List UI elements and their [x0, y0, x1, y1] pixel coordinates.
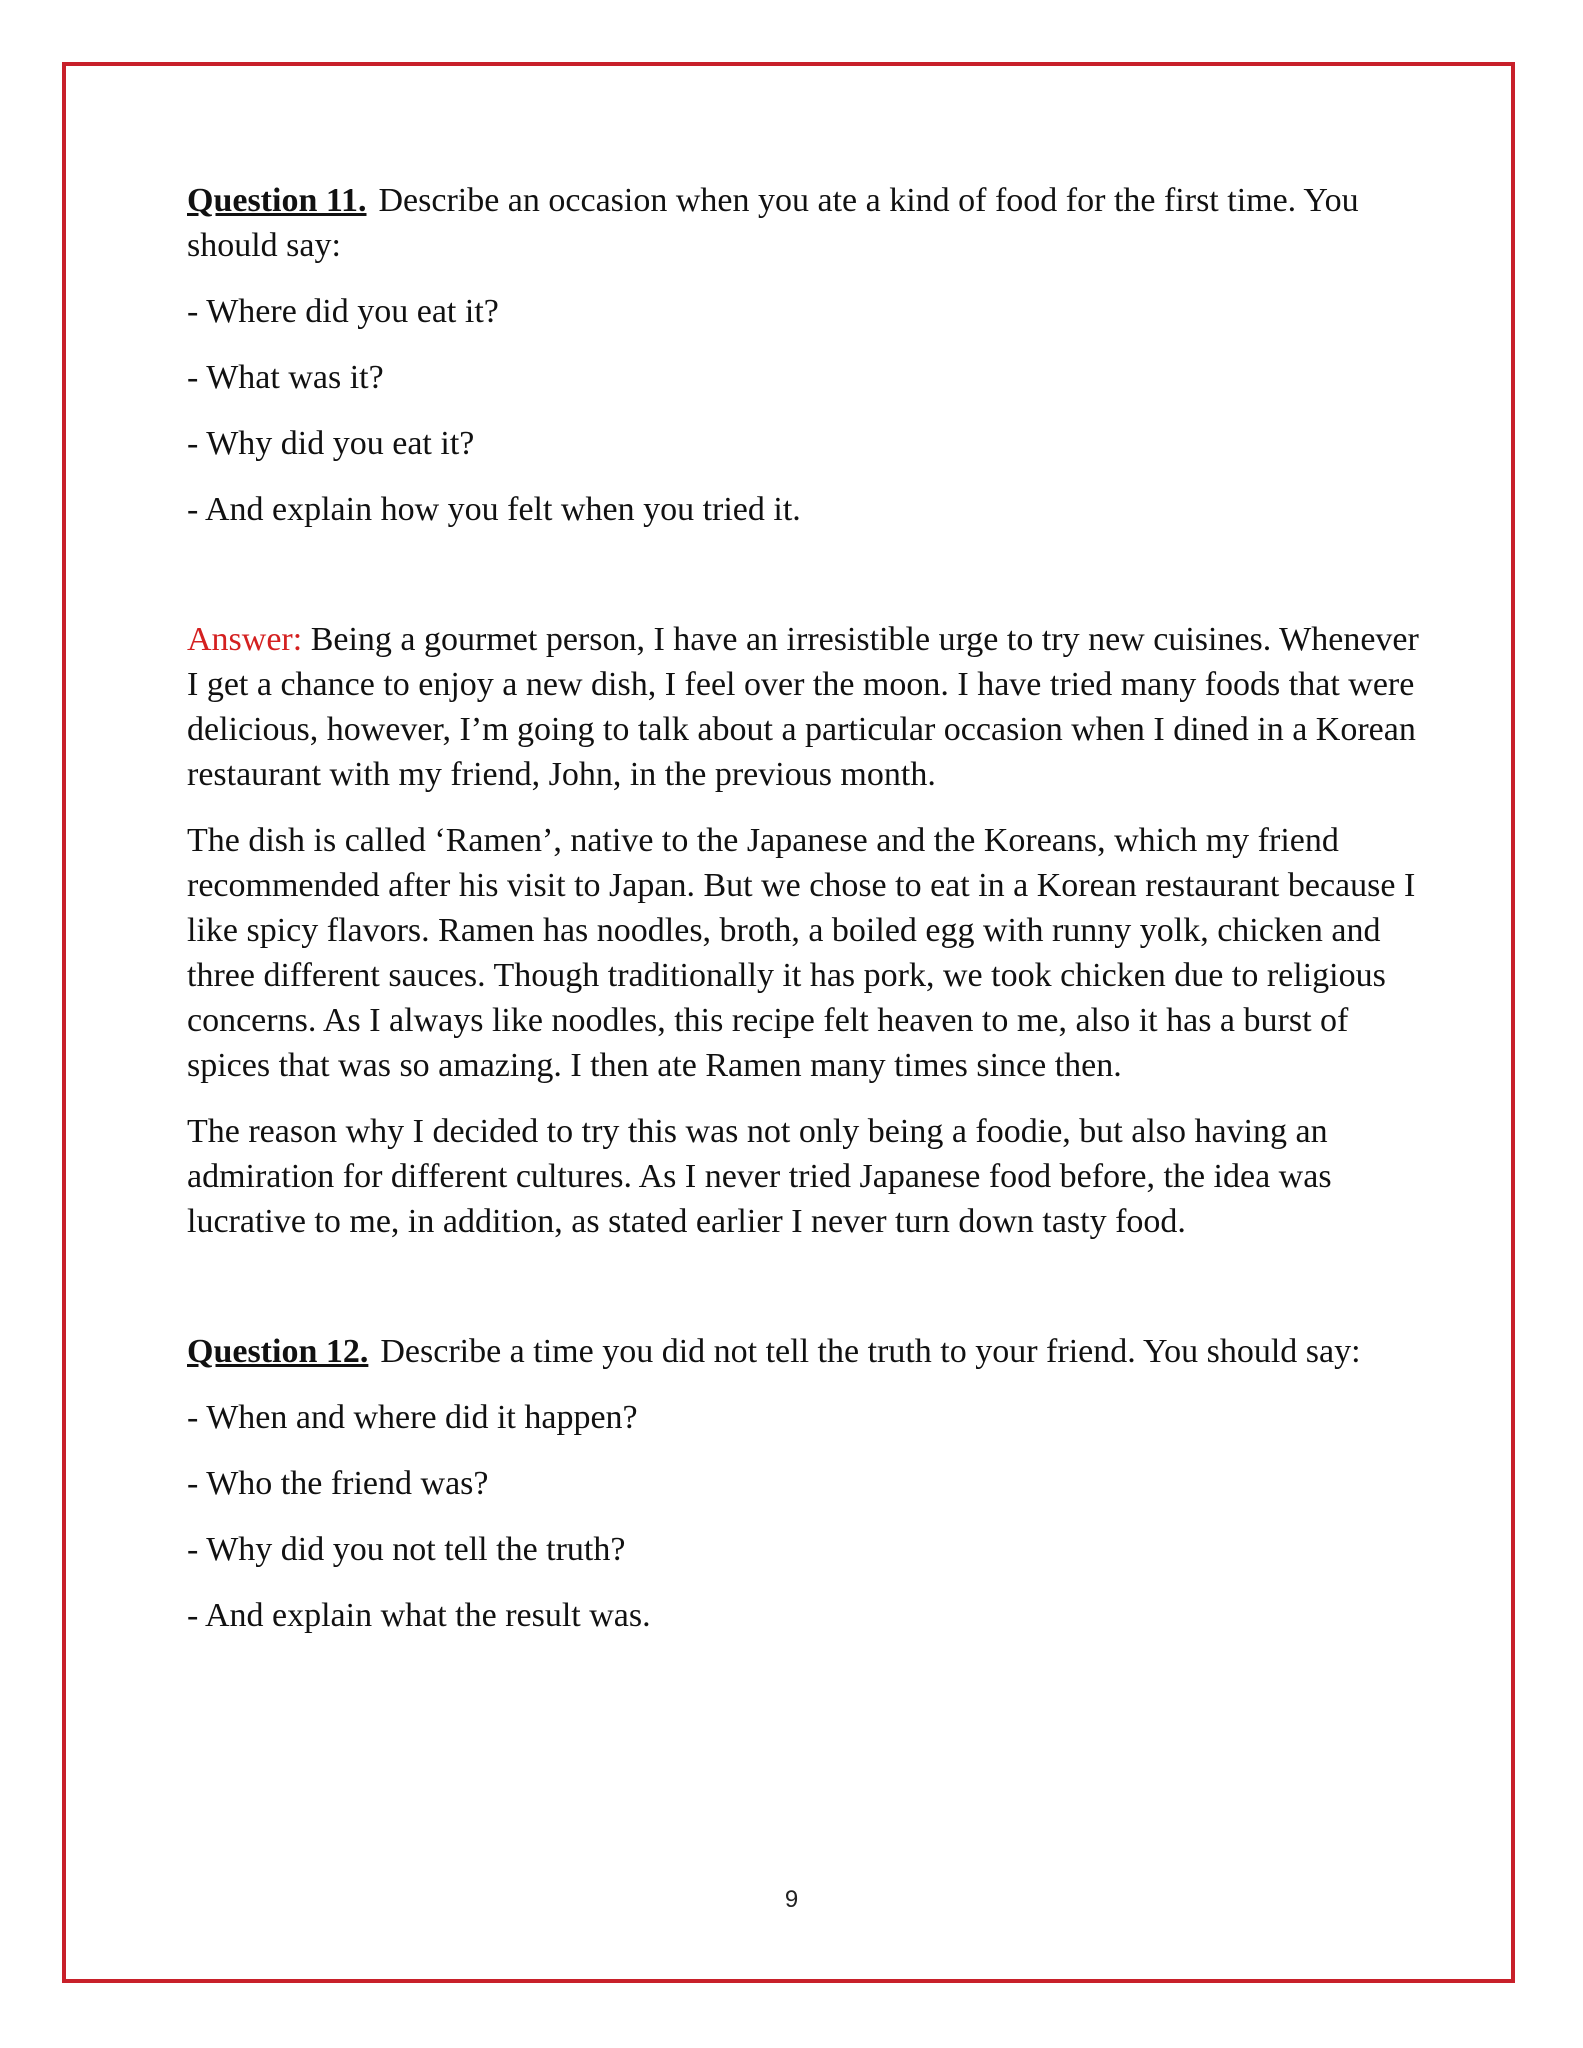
question-12-bullet: - And explain what the result was. — [187, 1597, 651, 1634]
question-11-heading — [187, 178, 1422, 268]
question-11-bullet: - Why did you eat it? — [187, 425, 475, 462]
question-11-bullet: - Where did you eat it? — [187, 293, 499, 330]
question-11-bullet: - And explain how you felt when you tried it. — [187, 491, 801, 528]
question-12-text: Describe a time you did not tell the truth to your friend. You should say: — [380, 1333, 1361, 1370]
answer-label: Answer: — [187, 621, 303, 658]
question-12-label: Question 12. — [187, 1333, 369, 1370]
question-12-heading — [187, 1329, 1422, 1374]
question-11-text: Describe an occasion when you ate a kind of food for the first time. You should say: — [187, 182, 1359, 264]
page-number: 9 — [784, 1886, 799, 1913]
question-12-bullet: - When and where did it happen? — [187, 1399, 638, 1436]
question-12-bullet: - Why did you not tell the truth? — [187, 1531, 626, 1568]
question-12-bullet: - Who the friend was? — [187, 1465, 489, 1502]
question-11-label: Question 11. — [187, 182, 367, 219]
question-11-bullet: - What was it? — [187, 359, 384, 396]
page-content — [187, 178, 1422, 1638]
answer-paragraph: The dish is called ‘Ramen’, native to the Japanese and the Koreans, which my friend recommended after his visit to Japan. But we chose to eat in a Korean restaurant because I like spicy flavors. Ramen has noodles, broth, a boiled egg with runny yolk, chicken and three different sauces. Though traditionally it has pork, we took chicken due to religious concerns. As I always like noodles, this recipe felt heaven to me, also it has a burst of spices that was so amazing. I then ate Ramen many times since then. — [187, 822, 1416, 1084]
answer-11 — [187, 617, 1422, 1244]
answer-paragraph-text: Being a gourmet person, I have an irresistible urge to try new cuisines. Whenever I get a chance to enjoy a new dish, I feel over the moon. I have tried many foods that were delicious, however, I’m going to talk about a particular occasion when I dined in a Korean restaurant with my friend, John, in the previous month. — [187, 621, 1419, 793]
answer-paragraph: The reason why I decided to try this was not only being a foodie, but also having an admiration for different cultures. As I never tried Japanese food before, the idea was lucrative to me, in addition, as stated earlier I never turn down tasty food. — [187, 1113, 1332, 1240]
answer-paragraph — [187, 617, 1422, 797]
